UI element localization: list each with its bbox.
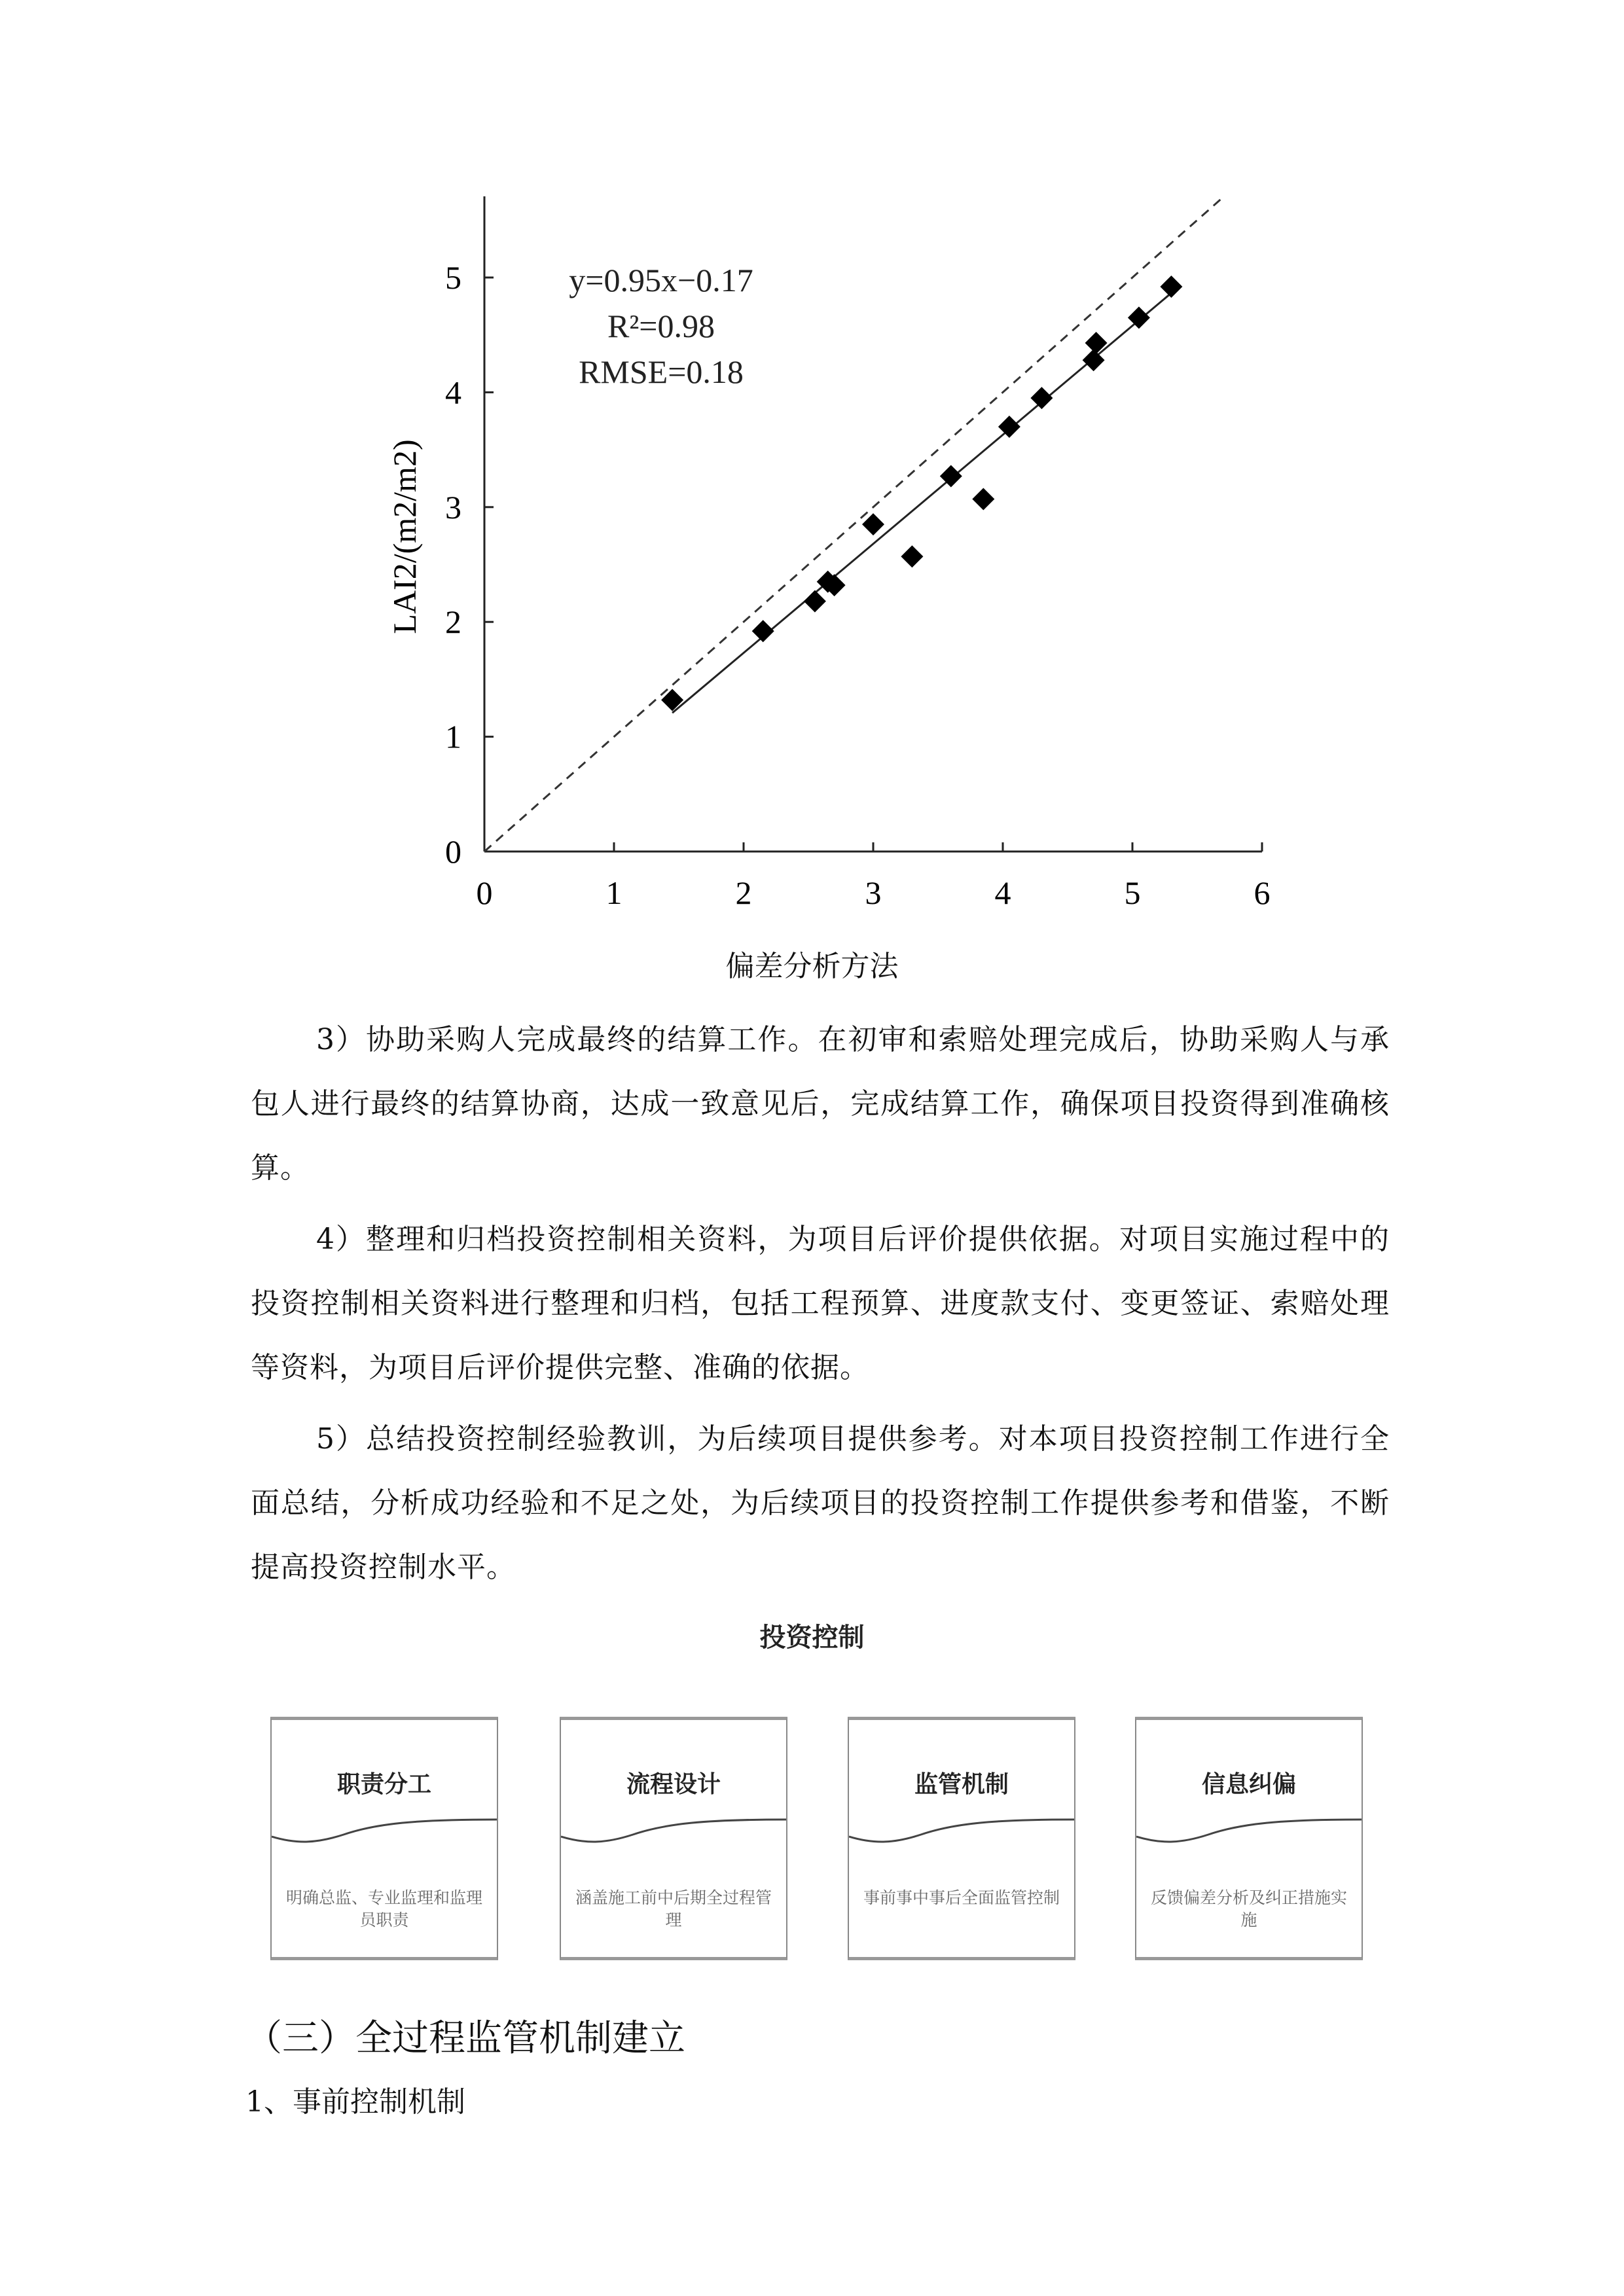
data-point bbox=[752, 620, 774, 642]
y-tick-label: 2 bbox=[445, 603, 461, 641]
diagram-card bbox=[1135, 1717, 1363, 1960]
paragraph-3: 3）协助采购人完成最终的结算工作。在初审和索赔处理完成后，协助采购人与承包人进行最终的结算协商，达成一致意见后，完成结算工作，确保项目投资得到准确核算。 bbox=[251, 1023, 1390, 1185]
paragraph-5: 5）总结投资控制经验教训，为后续项目提供参考。对本项目投资控制工作进行全面总结，分析成功经验和不足之处，为后续项目的投资控制工作提供参考和借鉴，不断提高投资控制水平。 bbox=[251, 1422, 1390, 1584]
wave-divider bbox=[1136, 1818, 1362, 1857]
y-tick-label: 0 bbox=[445, 833, 461, 870]
card-description: 涵盖施工前中后期全过程管理 bbox=[575, 1888, 772, 1929]
y-axis-label: LAI2/(m2/m2) bbox=[386, 439, 423, 634]
x-tick-label: 6 bbox=[1254, 874, 1271, 911]
data-point bbox=[804, 590, 826, 613]
x-axis-label: 偏差分析方法 bbox=[725, 950, 899, 983]
x-tick-label: 5 bbox=[1124, 874, 1141, 911]
y-tick-label: 4 bbox=[445, 374, 461, 411]
card-title: 信息纠偏 bbox=[1201, 1771, 1296, 1798]
data-point bbox=[1128, 306, 1150, 329]
data-point bbox=[1030, 387, 1053, 409]
paragraph-4: 4）整理和归档投资控制相关资料，为项目后评价提供依据。对项目实施过程中的投资控制相关资料进行整理和归档，包括工程预算、进度款支付、变更签证、索赔处理等资料，为项目后评价提供完整、准确的依据。 bbox=[251, 1223, 1390, 1384]
card-title: 职责分工 bbox=[336, 1771, 431, 1798]
card-title: 监管机制 bbox=[914, 1771, 1009, 1798]
diagram-card bbox=[560, 1717, 787, 1960]
subsection-heading: 1、事前控制机制 bbox=[245, 2085, 465, 2119]
annotation: RMSE=0.18 bbox=[579, 353, 744, 390]
card-title: 流程设计 bbox=[626, 1771, 721, 1798]
diagram-title: 投资控制 bbox=[759, 1623, 865, 1653]
scatter-chart bbox=[367, 183, 1296, 936]
annotation: R²=0.98 bbox=[607, 308, 715, 344]
x-tick-label: 0 bbox=[476, 874, 493, 911]
data-point bbox=[972, 488, 994, 511]
x-tick-label: 2 bbox=[735, 874, 752, 911]
x-tick-label: 4 bbox=[994, 874, 1011, 911]
data-point bbox=[1160, 276, 1182, 298]
card-description: 明确总监、专业监理和监理员职责 bbox=[286, 1888, 483, 1929]
x-tick-label: 3 bbox=[865, 874, 882, 911]
diagram-card bbox=[270, 1717, 498, 1960]
x-tick-label: 1 bbox=[605, 874, 623, 911]
data-point bbox=[998, 416, 1020, 438]
diagram-card bbox=[848, 1717, 1075, 1960]
wave-divider bbox=[272, 1818, 497, 1857]
data-point bbox=[862, 513, 884, 535]
wave-divider bbox=[561, 1818, 786, 1857]
y-tick-label: 1 bbox=[445, 718, 461, 755]
y-tick-label: 5 bbox=[445, 259, 461, 296]
data-point bbox=[901, 545, 923, 567]
card-description: 反馈偏差分析及纠正措施实施 bbox=[1151, 1888, 1348, 1929]
card-description: 事前事中事后全面监管控制 bbox=[863, 1888, 1060, 1907]
annotation: y=0.95x−0.17 bbox=[569, 262, 753, 298]
y-tick-label: 3 bbox=[445, 488, 461, 526]
wave-divider bbox=[849, 1818, 1074, 1857]
section-heading: （三）全过程监管机制建立 bbox=[245, 2017, 685, 2060]
